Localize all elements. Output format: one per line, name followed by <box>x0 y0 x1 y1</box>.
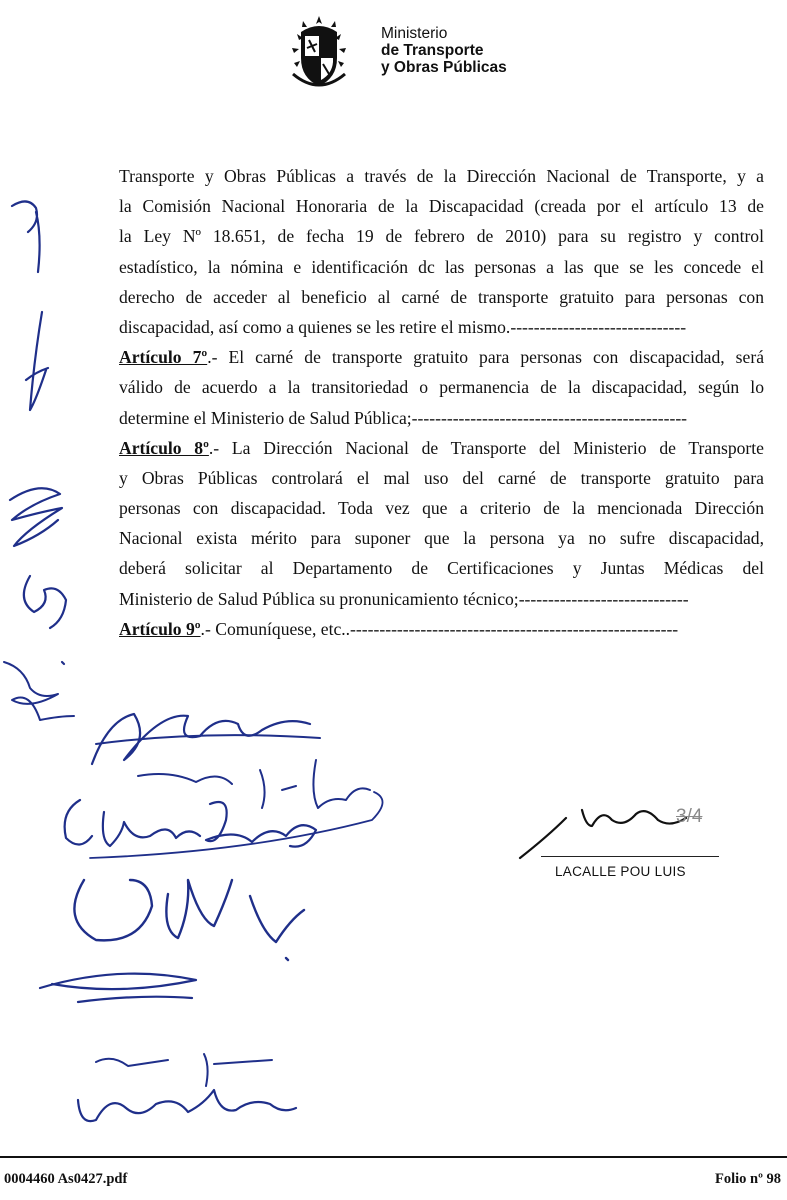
ministry-name-line1: Ministerio <box>381 25 448 42</box>
body-line: la Ley Nº 18.651, de fecha 19 de febrero de 2010) para su registro y control <box>119 226 764 247</box>
page-mark: 3/4 <box>676 806 703 827</box>
footer-rule <box>0 1156 787 1158</box>
body-line: Transporte y Obras Públicas a través de la Dirección Nacional de Transporte, y a <box>119 166 764 186</box>
body-line: válido de acuerdo a la transitoriedad o permanencia de la discapacidad, según lo <box>119 377 764 398</box>
president-name: LACALLE POU LUIS <box>555 864 686 879</box>
article-8-label: Artículo 8º <box>119 437 209 458</box>
body-line: Ministerio de Salud Pública su pronunicamiento técnico;----------------------------- <box>119 588 689 609</box>
body-line: Nacional exista mérito para suponer que la persona ya no sufre discapacidad, <box>119 528 764 549</box>
article-7-label: Artículo 7º <box>119 347 208 368</box>
body-line: deberá solicitar al Departamento de Certificaciones y Juntas Médicas del <box>119 558 764 579</box>
footer-folio: Folio nº 98 <box>714 1171 781 1187</box>
signature-line <box>541 856 719 857</box>
body-line: la Comisión Nacional Honoraria de la Discapacidad (creada por el artículo 13 de <box>119 196 764 217</box>
body-line: personas con discapacidad. Toda vez que a criterio de la mencionada Dirección <box>119 498 764 519</box>
article-8-text: .- La Dirección Nacional de Transporte del Ministerio de Transporte <box>208 437 764 458</box>
body-line: discapacidad, así como a quienes se les retire el mismo.------------------------------ <box>119 316 687 337</box>
ministry-name-line3: y Obras Públicas <box>381 59 507 76</box>
article-9-text: .- Comuníquese, etc..-------------------------------------------------------- <box>200 618 679 639</box>
body-line: derecho de acceder al beneficio al carné de transporte gratuito para personas con <box>119 286 764 307</box>
ministry-name-line2: de Transporte <box>381 42 484 59</box>
footer-file-name: 0004460 As0427.pdf <box>4 1171 128 1187</box>
body-line: determine el Ministerio de Salud Pública;----------------------------------------------- <box>119 407 688 428</box>
body-line: estadístico, la nómina e identificación dc las personas a las que se les concede el <box>119 256 764 277</box>
article-9-label: Artículo 9º <box>119 618 201 639</box>
body-line: y Obras Públicas controlará el mal uso del carné de transporte gratuito para <box>119 467 764 488</box>
article-7-text: .- El carné de transporte gratuito para personas con discapacidad, será <box>207 347 764 368</box>
